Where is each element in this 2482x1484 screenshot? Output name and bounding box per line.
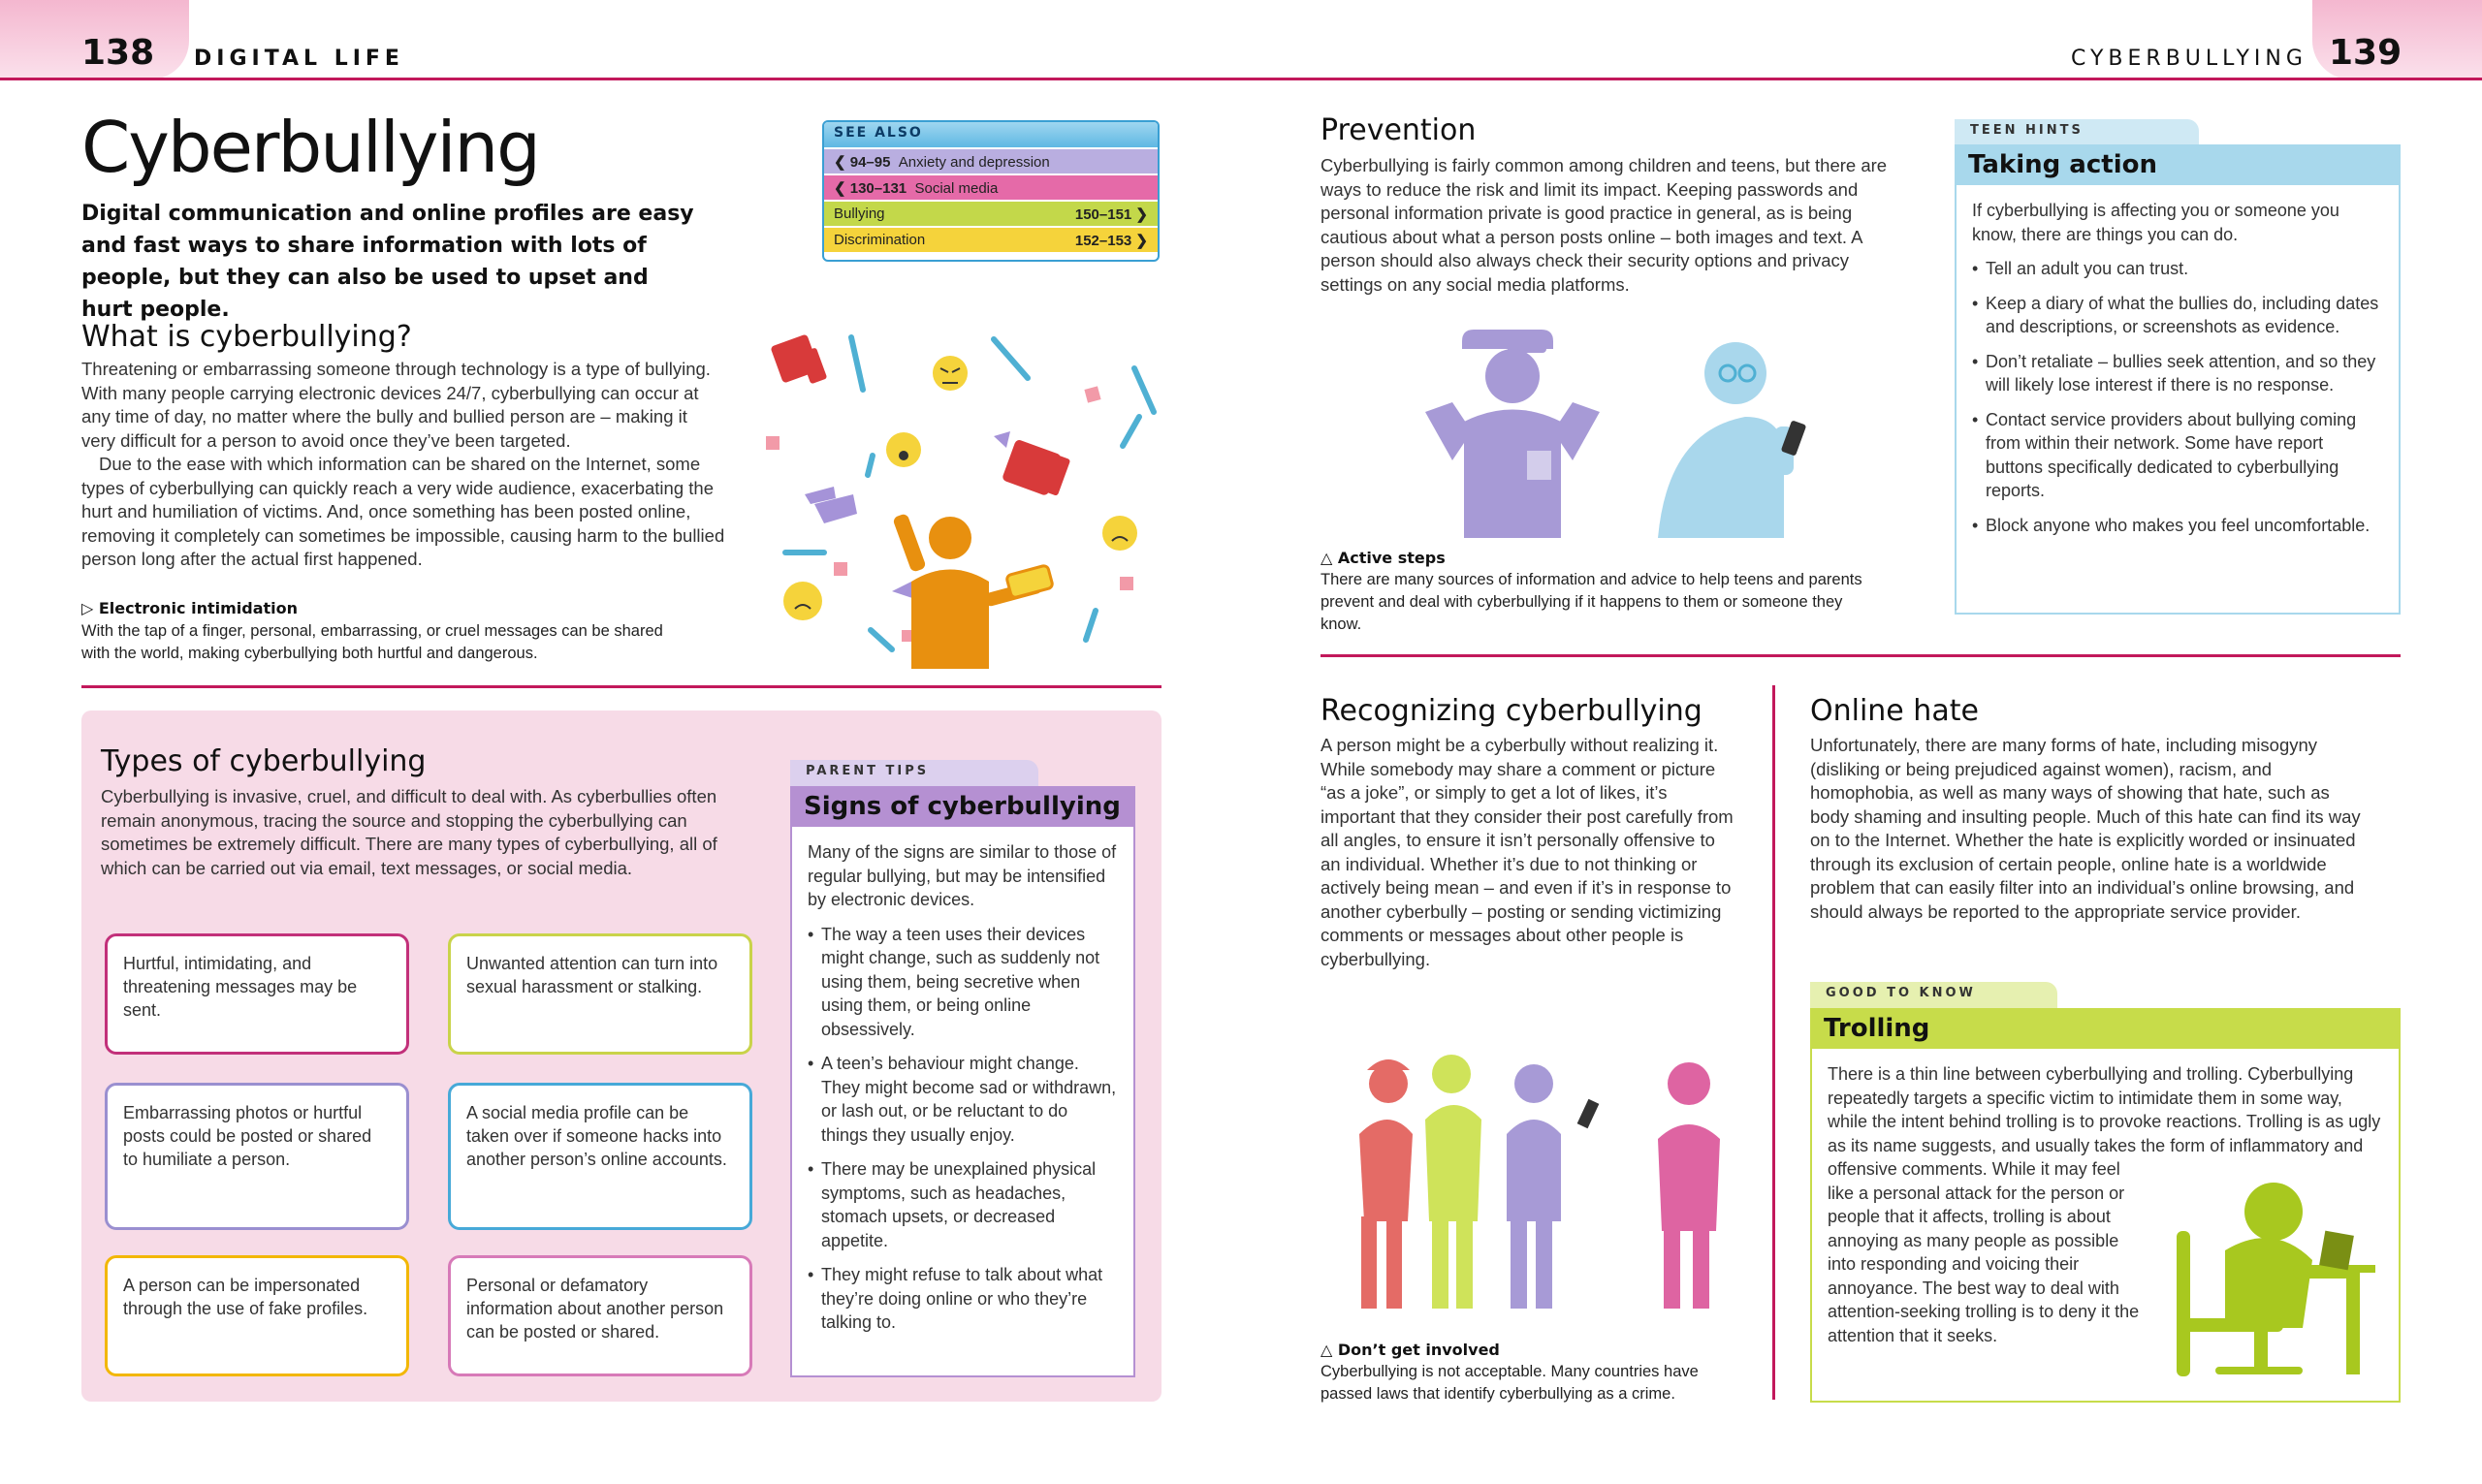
parent-tips-heading: Signs of cyberbullying — [790, 786, 1135, 825]
dont-get-involved-caption: Cyberbullying is not acceptable. Many countries have passed laws that identify cyberbullying as a crime. — [1321, 1363, 1699, 1403]
type-box-text: A person can be impersonated through the use of fake profiles. — [123, 1276, 368, 1318]
what-is-paragraph-1: Threatening or embarrassing someone through technology is a type of bullying. With many people carrying electronic devices 24/7, cyberbullying can occur at any time of day, no matter where the bully and bullied person are – making it very difficult for a person to avoid once they’ve been targeted. — [81, 359, 711, 451]
laughing-figure — [1425, 1055, 1481, 1309]
type-box-text: Unwanted attention can turn into sexual harassment or stalking. — [466, 954, 718, 996]
type-box-impersonation — [105, 1255, 409, 1376]
list-item: • Keep a diary of what the bullies do, including dates and descriptions, or screenshots as evidence. — [1972, 292, 2383, 339]
see-also-item-discrimination[interactable] — [824, 226, 1158, 252]
types-heading: Types of cyberbullying — [101, 744, 427, 778]
teen-hints-heading: Taking action — [1955, 144, 2401, 183]
list-item: • They might refuse to talk about what they’re doing online or who they’re talking to. — [808, 1263, 1118, 1335]
left-page-number: 138 — [81, 33, 155, 73]
list-item: • A teen’s behaviour might change. They might become sad or withdrawn, or lash out, or be reluctant to do things they usually enjoy. — [808, 1052, 1118, 1147]
pocket — [1527, 451, 1551, 480]
type-box-harassment — [448, 933, 752, 1055]
type-box-text: A social media profile can be taken over if someone hacks into another person’s online accounts. — [466, 1103, 727, 1169]
column-divider — [1772, 685, 1775, 1400]
ashamed-figure — [1658, 1062, 1720, 1309]
see-also-pages: ❮ 94–95 — [834, 153, 891, 171]
triangle-icon: △ — [1321, 549, 1338, 567]
triangle-icon: △ — [1321, 1341, 1338, 1359]
list-item: • Block anyone who makes you feel uncomfortable. — [1972, 514, 2383, 538]
dont-get-involved-illustration — [1321, 1047, 1747, 1318]
see-also-item-anxiety[interactable] — [824, 147, 1158, 174]
parent-tips-intro: Many of the signs are similar to those of regular bullying, but may be intensified by electronic devices. — [808, 842, 1117, 909]
right-section-rule — [1321, 654, 2401, 657]
left-section-rule — [81, 685, 1161, 688]
active-steps-title — [1321, 549, 1446, 567]
recognizing-heading: Recognizing cyberbullying — [1321, 694, 1702, 728]
online-hate-text: Unfortunately, there are many forms of hate, including misogyny (disliking or being prejudiced against women), racism, and homophobia, as well as many ways of showing that hate, such as body shaming and insulting people. Much of this hate can find its way on to the Internet. Whether the hate is explicitly worded or insinuated through its exclusion of certain people, online hate is a worldwide problem that can easily filter into an individual’s online browsing, and should always be reported to the appropriate service provider. — [1810, 735, 2361, 922]
see-also-pages: 152–153 ❯ — [1074, 232, 1148, 249]
type-box-photos — [105, 1083, 409, 1230]
list-item: • Don’t retaliate – bullies seek attention, and so they will likely lose interest if there is no response. — [1972, 350, 2383, 397]
trolling-text-2: like a personal attack for the person or people that it affects, trolling is about annoying as many people as possible into responding and voicing their annoyance. The best way to deal with attention-seeking trolling is to deny it the attention that it seeks. — [1828, 1183, 2140, 1345]
list-item: • Contact service providers about bullying coming from within their network. Some have report buttons specifically dedicated to cyberbullying reports. — [1972, 408, 2383, 503]
phone-user-figure — [1658, 342, 1794, 538]
see-also-pages: ❮ 130–131 — [834, 179, 907, 197]
what-is-paragraph-2: Due to the ease with which information can be shared on the Internet, some types of cyberbullying can quickly reach a very wide audience, exacerbating the hurt and humiliation of victims. And, once something has been posted online, removing it completely can sometimes be impossible, causing harm to the bullied person long after the actual first happened. — [81, 454, 725, 569]
caption-title-text: Don’t get involved — [1337, 1341, 1500, 1359]
caption-title-text: Electronic intimidation — [98, 599, 299, 617]
intro-text: Digital communication and online profiles are easy and fast ways to share information with lots of people, but they can also be used to upset and hurt people. — [81, 202, 694, 322]
electronic-intimidation-caption: With the tap of a finger, personal, embarrassing, or cruel messages can be shared with the world, making cyberbullying both hurtful and dangerous. — [81, 622, 663, 662]
thumbs-down-icon — [770, 333, 1070, 496]
type-box-text: Hurtful, intimidating, and threatening messages may be sent. — [123, 954, 358, 1020]
see-also-label-text: Social media — [914, 179, 999, 197]
recognizing-text: A person might be a cyberbully without realizing it. While somebody may share a comment or picture “as a joke”, or simply to get a lot of likes, it’s important that they consider their post carefully from all angles, to ensure it isn’t personally offensive to an individual. Whether it’s due to not thinking or actively being mean – and even if it’s in response to another cyberbully – posting or sending victimizing comments or messages about other people is cyberbullying. — [1321, 735, 1734, 969]
teen-hints-label: TEEN HINTS — [1955, 119, 2199, 144]
right-page-number: 139 — [2329, 33, 2402, 73]
page-title: Cyberbullying — [81, 107, 539, 188]
teen-hints-box — [1955, 183, 2401, 615]
type-box-messages — [105, 933, 409, 1055]
trolling-heading: Trolling — [1810, 1008, 2401, 1047]
sad-face-icon — [783, 582, 822, 620]
see-also-item-social-media[interactable] — [824, 174, 1158, 200]
dont-get-involved-title — [1321, 1341, 1500, 1359]
phone-looking-figure — [1507, 1064, 1561, 1309]
right-running-title: CYBERBULLYING — [2071, 47, 2307, 71]
header-rule — [0, 78, 2482, 80]
electronic-intimidation-caption-title — [81, 599, 298, 617]
upset-face-icon — [1102, 516, 1137, 551]
type-box-hacking — [448, 1083, 752, 1230]
list-item: • There may be unexplained physical symptoms, such as headaches, stomach upsets, or decreased appetite. — [808, 1157, 1118, 1252]
see-also-label-text: Anxiety and depression — [898, 153, 1050, 171]
see-also-label: SEE ALSO — [824, 122, 1158, 147]
cap-icon — [1367, 1059, 1410, 1070]
list-item: • Tell an adult you can trust. — [1972, 257, 2383, 281]
see-also-label-text: Discrimination — [834, 232, 926, 248]
list-item: • The way a teen uses their devices might change, such as suddenly not using them, being secretive when using them, or being online obsessively. — [808, 923, 1118, 1042]
caption-title-text: Active steps — [1337, 549, 1446, 567]
see-also-pages: 150–151 ❯ — [1074, 205, 1148, 223]
trolling-text-1: There is a thin line between cyberbullying and trolling. Cyberbullying repeatedly targets a specific victim to intimidate them in some way, while the intent behind trolling is to provoke reactions. Trolling is as ugly as its name suggests, and usually takes the form of inflammatory and offensive comments. While it may feel — [1828, 1064, 2381, 1179]
type-box-text: Personal or defamatory information about another person can be posted or shared. — [466, 1276, 724, 1342]
cyberbullying-illustration — [756, 320, 1173, 669]
prevention-heading: Prevention — [1321, 113, 1477, 147]
teen-hints-list — [1972, 257, 2383, 537]
prevention-text: Cyberbullying is fairly common among children and teens, but there are ways to reduce the risk and limit its impact. Keeping passwords and personal information private is good practice in general, as is being cautious about what a person posts online – both images and text. A person should also always check their security options and privacy settings on any social media platforms. — [1321, 155, 1888, 295]
type-box-text: Embarrassing photos or hurtful posts could be posted or shared to humiliate a person. — [123, 1103, 372, 1169]
triangle-icon: ▷ — [81, 599, 99, 617]
active-steps-illustration — [1416, 320, 1862, 543]
whispering-figure — [1359, 1064, 1413, 1309]
what-is-heading: What is cyberbullying? — [81, 320, 412, 354]
parent-tips-list — [808, 923, 1118, 1335]
online-hate-heading: Online hate — [1810, 694, 1979, 728]
phone-icon — [1577, 1099, 1600, 1128]
angry-face-icon — [933, 356, 968, 391]
shocked-face-icon — [886, 432, 921, 467]
troll-at-computer-illustration — [2157, 1173, 2390, 1386]
good-to-know-label: GOOD TO KNOW — [1810, 982, 2057, 1008]
shrugging-figure — [1425, 330, 1600, 538]
see-also-item-bullying[interactable] — [824, 200, 1158, 226]
active-steps-caption: There are many sources of information and advice to help teens and parents prevent and deal with cyberbullying if it happens to them or someone they know. — [1321, 571, 1862, 633]
teen-hints-intro: If cyberbullying is affecting you or someone you know, there are things you can do. — [1972, 201, 2339, 244]
see-also-label-text: Bullying — [834, 205, 885, 222]
types-text: Cyberbullying is invasive, cruel, and difficult to deal with. As cyberbullies often remain anonymous, tracing the source and stopping the cyberbullying can sometimes be extremely difficult. There are many types of cyberbullying, all of which can be carried out via email, text messages, or social media. — [101, 786, 717, 878]
parent-tips-box — [790, 825, 1135, 1377]
victim-figure — [892, 513, 1053, 669]
see-also-box — [822, 120, 1160, 262]
parent-tips-label: PARENT TIPS — [790, 760, 1038, 786]
type-box-defamatory — [448, 1255, 752, 1376]
left-running-title: DIGITAL LIFE — [194, 47, 404, 71]
